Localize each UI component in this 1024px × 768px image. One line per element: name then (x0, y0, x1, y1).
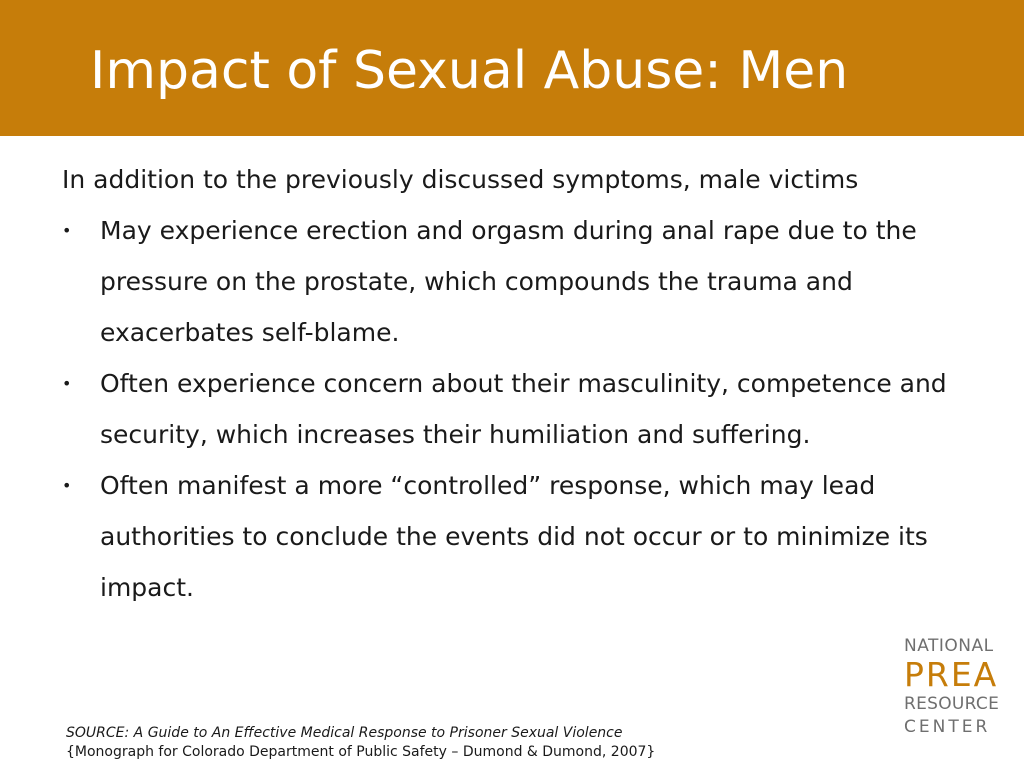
prea-logo (904, 634, 1008, 738)
logo-center: CENTER (904, 717, 991, 737)
source-title: SOURCE: A Guide to An Effective Medical Response to Prisoner Sexual Violence (66, 725, 623, 741)
bullet-text: May experience erection and orgasm during anal rape due to the pressure on the prostate, which compounds the trauma and exacerbates self-blame. (100, 216, 917, 347)
bullet-text: Often experience concern about their masculinity, competence and security, which increases their humiliation and suffering. (100, 369, 947, 449)
logo-prea: PREA (904, 655, 999, 694)
bullet-item (62, 460, 962, 613)
intro-text: In addition to the previously discussed symptoms, male victims (62, 165, 859, 194)
bullet-item (62, 358, 962, 460)
slide-title: Impact of Sexual Abuse: Men (90, 41, 849, 101)
source-monograph: {Monograph for Colorado Department of Public Safety – Dumond & Dumond, 2007} (66, 744, 656, 760)
slide-content (62, 154, 962, 613)
source-citation (66, 724, 655, 762)
logo-resource: RESOURCE (904, 694, 1000, 714)
bullet-list (62, 205, 962, 613)
title-bar (0, 0, 1024, 136)
bullet-icon: • (62, 221, 72, 240)
logo-national: NATIONAL (904, 636, 994, 656)
bullet-icon: • (62, 374, 72, 393)
bullet-icon: • (62, 476, 72, 495)
bullet-text: Often manifest a more “controlled” response, which may lead authorities to conclude the events did not occur or to minimize its impact. (100, 471, 928, 602)
bullet-item (62, 205, 962, 358)
